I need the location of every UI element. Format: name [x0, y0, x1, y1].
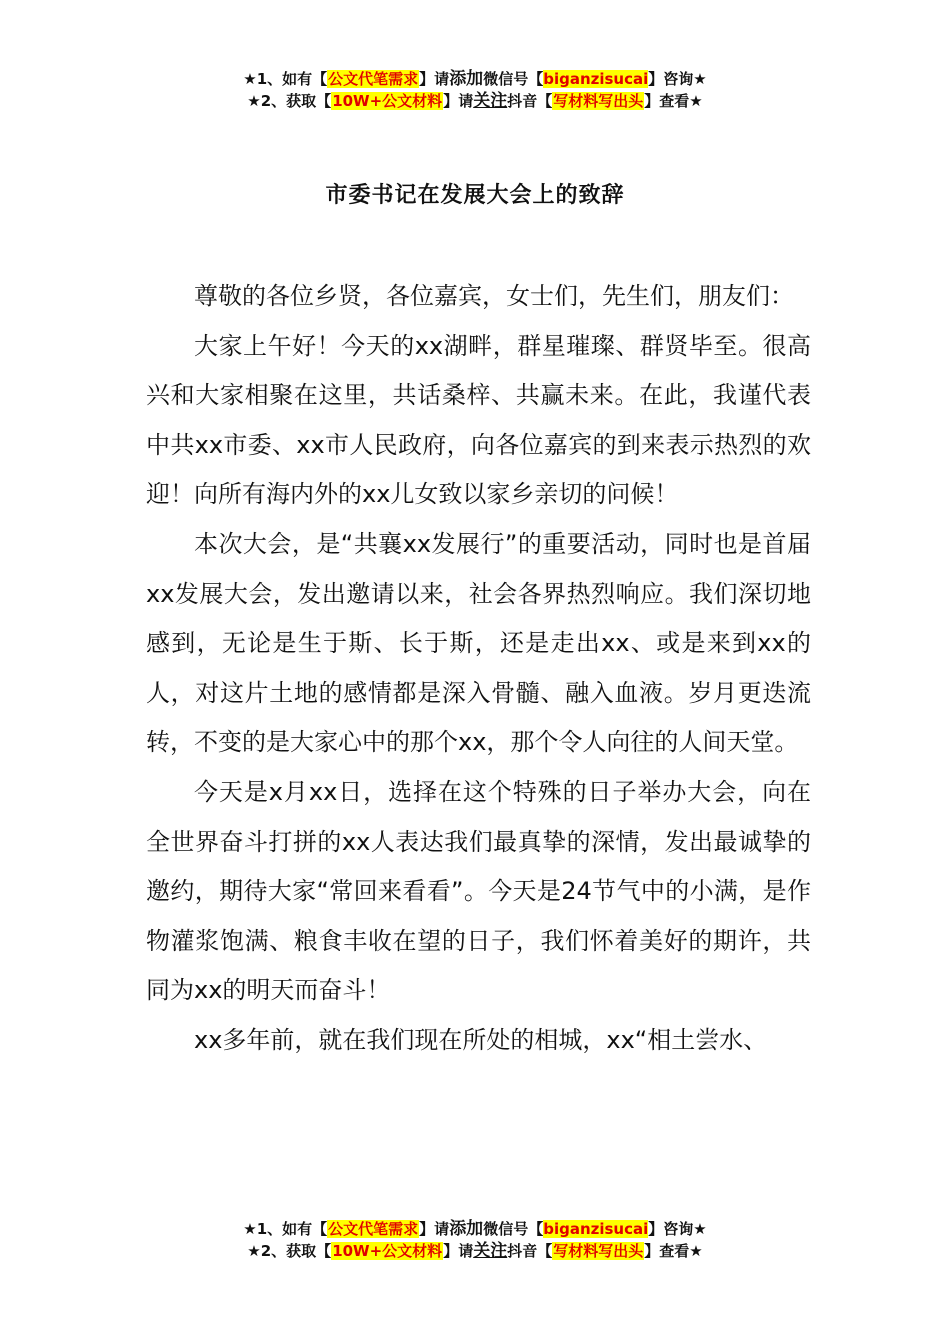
promo-highlight-service: 公文代笔需求 — [328, 70, 419, 88]
promo-text: 抖音【 — [507, 1242, 553, 1260]
body-paragraph: xx多年前，就在我们现在所处的相城，xx“相土尝水、 — [194, 1025, 768, 1054]
douyin-account[interactable]: 写材料写出头 — [553, 92, 644, 110]
promo-text: ★2、获取【 — [247, 1242, 332, 1260]
promo-text: 微信号【 — [483, 70, 544, 88]
document-title: 市委书记在发展大会上的致辞 — [325, 183, 625, 208]
header-promo-banner — [0, 68, 950, 112]
promo-line-1 — [0, 68, 950, 90]
promo-line-1 — [0, 1218, 950, 1240]
body-paragraph: 本次大会，是“共襄xx发展行”的重要活动，同时也是首届xx发展大会，发出邀请以来，社会各界热烈响应。我们深切地感到，无论是生于斯、长于斯，还是走出xx、或是来到xx的人，对这片土地的感情都是深入骨髓、融入血液。岁月更迭流转，不变的是大家心中的那个xx，那个令人向往的人间天堂。 — [146, 529, 811, 757]
promo-text: 】请 — [443, 1242, 474, 1260]
promo-text: 微信号【 — [483, 1220, 544, 1238]
promo-highlight-materials: 10W+公文材料 — [332, 92, 443, 110]
promo-emphasis: 关注 — [473, 1241, 508, 1261]
promo-emphasis: 添加 — [449, 69, 484, 89]
salutation-paragraph: 尊敬的各位乡贤，各位嘉宾，女士们，先生们，朋友们： — [194, 282, 794, 310]
body-paragraph: 大家上午好！今天的xx湖畔，群星璀璨、群贤毕至。很高兴和大家相聚在这里，共话桑梓、共赢未来。在此，我谨代表中共xx市委、xx市人民政府，向各位嘉宾的到来表示热烈的欢迎！向所有海内外的xx儿女致以家乡亲切的问候！ — [146, 331, 811, 509]
promo-emphasis: 添加 — [449, 1219, 484, 1239]
document-body — [146, 272, 811, 1066]
promo-highlight-service: 公文代笔需求 — [328, 1220, 419, 1238]
promo-text: 抖音【 — [507, 92, 553, 110]
promo-text: ★1、如有【 — [243, 70, 328, 88]
promo-text: 】请 — [419, 1220, 450, 1238]
promo-emphasis: 关注 — [473, 91, 508, 111]
wechat-id[interactable]: biganzisucai — [543, 70, 649, 88]
promo-text: ★1、如有【 — [243, 1220, 328, 1238]
footer-promo-banner — [0, 1218, 950, 1262]
promo-text: ★2、获取【 — [247, 92, 332, 110]
promo-text: 】查看★ — [644, 1242, 703, 1260]
promo-highlight-materials: 10W+公文材料 — [332, 1242, 443, 1260]
douyin-account[interactable]: 写材料写出头 — [553, 1242, 644, 1260]
promo-text: 】咨询★ — [648, 1220, 707, 1238]
promo-text: 】请 — [419, 70, 450, 88]
promo-text: 】查看★ — [644, 92, 703, 110]
promo-text: 】请 — [443, 92, 474, 110]
body-paragraph: 今天是x月xx日，选择在这个特殊的日子举办大会，向在全世界奋斗打拼的xx人表达我们最真挚的深情，发出最诚挚的邀约，期待大家“常回来看看”。今天是24节气中的小满，是作物灌浆饱满、粮食丰收在望的日子，我们怀着美好的期许，共同为xx的明天而奋斗！ — [146, 777, 811, 1005]
promo-line-2 — [0, 90, 950, 112]
promo-text: 】咨询★ — [648, 70, 707, 88]
promo-line-2 — [0, 1240, 950, 1262]
wechat-id[interactable]: biganzisucai — [543, 1220, 649, 1238]
